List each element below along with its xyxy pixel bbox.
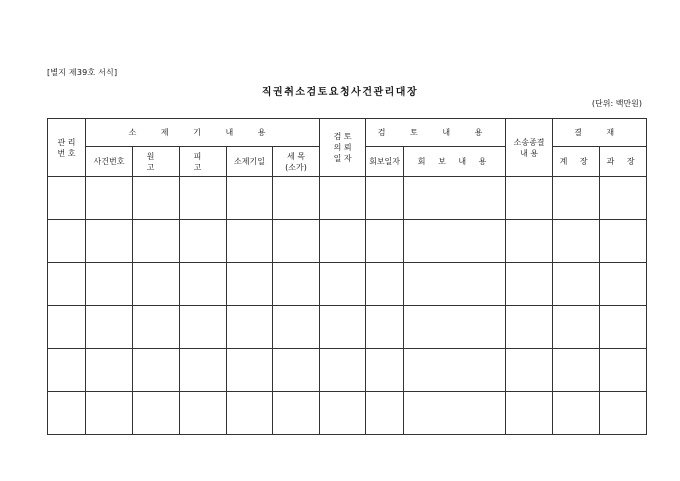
header-cancel-content: 소 제 기 내 용 xyxy=(86,119,320,147)
cell-plaintiff[interactable] xyxy=(133,220,180,263)
cell-detail[interactable] xyxy=(273,177,320,220)
table-row xyxy=(48,220,647,263)
cell-filing-date[interactable] xyxy=(227,263,273,306)
header-review-content: 검 토 내 용 xyxy=(366,119,506,147)
cell-reply-date[interactable] xyxy=(366,306,404,349)
table-row xyxy=(48,177,647,220)
cell-defendant[interactable] xyxy=(180,220,227,263)
cell-plaintiff[interactable] xyxy=(133,263,180,306)
cell-reply-content[interactable] xyxy=(404,177,506,220)
cell-plaintiff[interactable] xyxy=(133,349,180,392)
header-section-chief: 계 장 xyxy=(553,147,600,177)
header-reply-content: 회 보 내 용 xyxy=(404,147,506,177)
cell-section-chief[interactable] xyxy=(553,349,600,392)
ledger-body xyxy=(48,119,647,435)
cell-management-no[interactable] xyxy=(48,220,86,263)
cell-section-chief[interactable] xyxy=(553,177,600,220)
cell-management-no[interactable] xyxy=(48,349,86,392)
cell-division-chief[interactable] xyxy=(600,392,647,435)
cell-case-no[interactable] xyxy=(86,392,133,435)
cell-case-no[interactable] xyxy=(86,306,133,349)
cell-filing-date[interactable] xyxy=(227,349,273,392)
cell-detail[interactable] xyxy=(273,392,320,435)
cell-case-no[interactable] xyxy=(86,263,133,306)
cell-reply-date[interactable] xyxy=(366,220,404,263)
cell-case-no[interactable] xyxy=(86,349,133,392)
cell-defendant[interactable] xyxy=(180,263,227,306)
cell-division-chief[interactable] xyxy=(600,306,647,349)
cell-reply-content[interactable] xyxy=(404,220,506,263)
cell-review-request-date[interactable] xyxy=(320,306,366,349)
cell-litigation-end[interactable] xyxy=(506,392,553,435)
cell-division-chief[interactable] xyxy=(600,263,647,306)
cell-management-no[interactable] xyxy=(48,306,86,349)
table-row xyxy=(48,306,647,349)
cell-filing-date[interactable] xyxy=(227,177,273,220)
cell-section-chief[interactable] xyxy=(553,392,600,435)
header-plaintiff: 원 고 xyxy=(133,147,180,177)
cell-reply-content[interactable] xyxy=(404,306,506,349)
header-litigation-end: 소송종결 내 용 xyxy=(506,119,553,177)
cell-defendant[interactable] xyxy=(180,392,227,435)
cell-review-request-date[interactable] xyxy=(320,177,366,220)
cell-detail[interactable] xyxy=(273,306,320,349)
cell-review-request-date[interactable] xyxy=(320,220,366,263)
cell-reply-date[interactable] xyxy=(366,177,404,220)
cell-defendant[interactable] xyxy=(180,177,227,220)
header-reply-date: 회보일자 xyxy=(366,147,404,177)
cell-plaintiff[interactable] xyxy=(133,306,180,349)
cell-division-chief[interactable] xyxy=(600,220,647,263)
header-detail: 세 목 (소가) xyxy=(273,147,320,177)
form-number-label: [별지 제39호 서식] xyxy=(47,68,118,77)
cell-detail[interactable] xyxy=(273,349,320,392)
cell-filing-date[interactable] xyxy=(227,220,273,263)
cell-filing-date[interactable] xyxy=(227,392,273,435)
cell-division-chief[interactable] xyxy=(600,349,647,392)
cell-plaintiff[interactable] xyxy=(133,392,180,435)
table-row xyxy=(48,263,647,306)
cell-reply-content[interactable] xyxy=(404,349,506,392)
cell-review-request-date[interactable] xyxy=(320,349,366,392)
header-row-1 xyxy=(48,119,647,147)
cell-case-no[interactable] xyxy=(86,177,133,220)
header-management-no: 관 리 번 호 xyxy=(48,119,86,177)
cell-reply-date[interactable] xyxy=(366,263,404,306)
cell-review-request-date[interactable] xyxy=(320,263,366,306)
cell-review-request-date[interactable] xyxy=(320,392,366,435)
cell-section-chief[interactable] xyxy=(553,306,600,349)
cell-litigation-end[interactable] xyxy=(506,263,553,306)
cell-plaintiff[interactable] xyxy=(133,177,180,220)
cell-management-no[interactable] xyxy=(48,263,86,306)
cell-litigation-end[interactable] xyxy=(506,177,553,220)
cell-section-chief[interactable] xyxy=(553,263,600,306)
cell-reply-content[interactable] xyxy=(404,392,506,435)
cell-management-no[interactable] xyxy=(48,392,86,435)
cell-section-chief[interactable] xyxy=(553,220,600,263)
cell-management-no[interactable] xyxy=(48,177,86,220)
cell-litigation-end[interactable] xyxy=(506,220,553,263)
cell-defendant[interactable] xyxy=(180,306,227,349)
cell-detail[interactable] xyxy=(273,263,320,306)
header-division-chief: 과 장 xyxy=(600,147,647,177)
cell-filing-date[interactable] xyxy=(227,306,273,349)
cell-reply-date[interactable] xyxy=(366,349,404,392)
table-row xyxy=(48,392,647,435)
page-title: 직권취소검토요청사건관리대장 xyxy=(261,87,419,98)
header-review-request-date: 검 토 의 뢰 일 자 xyxy=(320,119,366,177)
cell-detail[interactable] xyxy=(273,220,320,263)
cell-reply-date[interactable] xyxy=(366,392,404,435)
cell-reply-content[interactable] xyxy=(404,263,506,306)
header-filing-date: 소제기일 xyxy=(227,147,273,177)
cell-case-no[interactable] xyxy=(86,220,133,263)
cell-defendant[interactable] xyxy=(180,349,227,392)
unit-label: (단위: 백만원) xyxy=(591,99,642,108)
table-row xyxy=(48,349,647,392)
header-case-no: 사건번호 xyxy=(86,147,133,177)
ledger-table xyxy=(47,118,647,435)
cell-division-chief[interactable] xyxy=(600,177,647,220)
header-defendant: 피 고 xyxy=(180,147,227,177)
header-approval: 결 재 xyxy=(553,119,647,147)
cell-litigation-end[interactable] xyxy=(506,349,553,392)
cell-litigation-end[interactable] xyxy=(506,306,553,349)
